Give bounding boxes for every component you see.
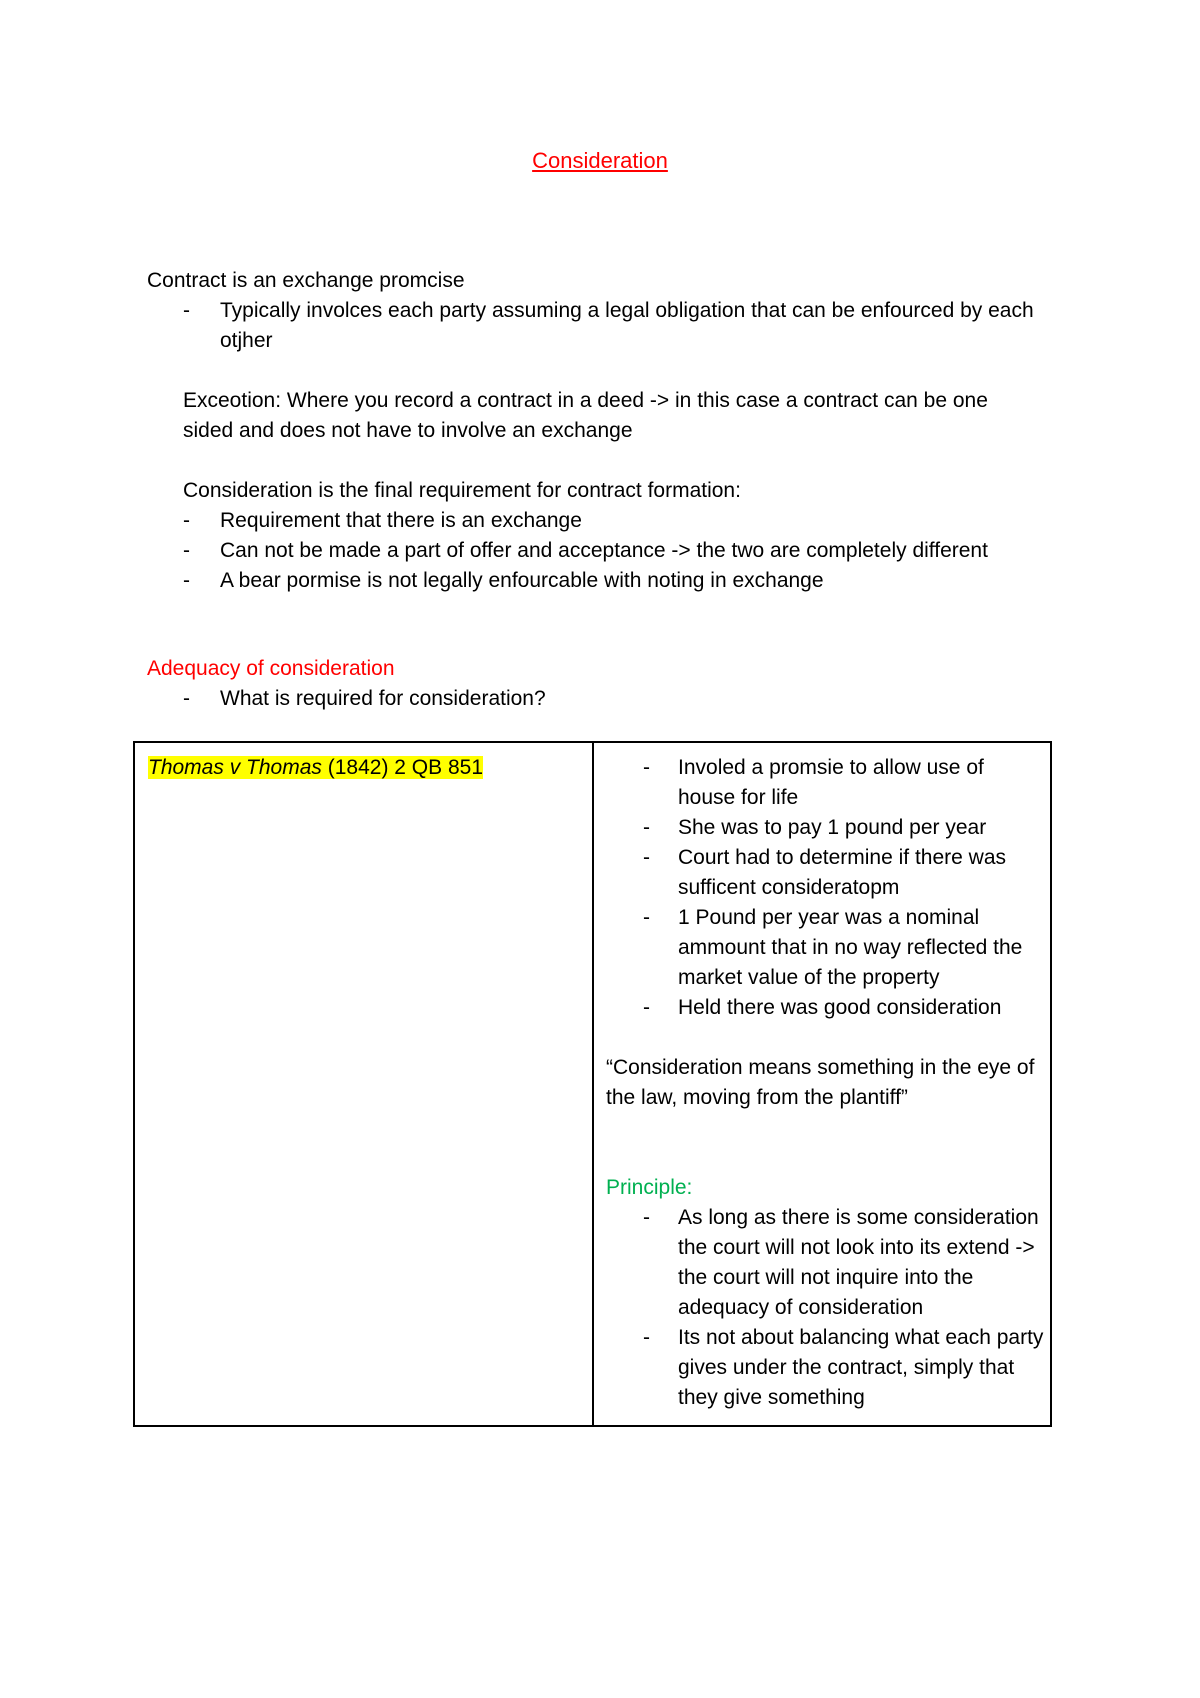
bullet-dash: - <box>643 846 650 869</box>
case-citation-highlight <box>148 756 483 779</box>
table-column-divider <box>592 743 594 1425</box>
list-item <box>183 296 1043 356</box>
list-item <box>606 843 1046 903</box>
list-item <box>606 993 1046 1023</box>
case-notes <box>606 753 1046 1413</box>
list-item <box>183 566 1063 596</box>
list-item <box>183 506 1063 536</box>
bullet-dash: - <box>183 299 190 322</box>
exception-paragraph: Exceotion: Where you record a contract in a deed -> in this case a contract can be one sided and does not have to involve an exchange <box>183 389 988 442</box>
list-item-text: What is required for consideration? <box>220 687 546 710</box>
case-table <box>133 741 1052 1427</box>
list-item-text: Can not be made a part of offer and acceptance -> the two are completely different <box>220 539 988 562</box>
case-citation <box>148 753 483 783</box>
case-name: Thomas v Thomas <box>148 756 322 779</box>
list-item-text: Typically involces each party assuming a legal obligation that can be enfourced by each otjher <box>220 299 1034 352</box>
case-reference: (1842) 2 QB 851 <box>327 756 483 779</box>
page-title: Consideration <box>532 148 668 173</box>
bullet-dash: - <box>643 906 650 929</box>
list-item <box>606 753 1046 813</box>
list-item-text: 1 Pound per year was a nominal ammount that in no way reflected the market value of the property <box>678 906 1023 989</box>
list-item <box>183 536 1063 566</box>
list-item <box>606 813 1046 843</box>
bullet-dash: - <box>643 816 650 839</box>
final-requirement-bullets <box>183 506 1063 596</box>
list-item <box>606 1323 1046 1413</box>
section-heading-adequacy: Adequacy of consideration <box>147 657 395 680</box>
list-item-text: Court had to determine if there was sufficent consideratopm <box>678 846 1007 899</box>
case-quote: “Consideration means something in the eye of the law, moving from the plantiff” <box>606 1056 1035 1109</box>
list-item <box>183 684 1063 714</box>
list-item-text: She was to pay 1 pound per year <box>678 816 987 839</box>
bullet-dash: - <box>183 539 190 562</box>
final-requirement-paragraph: Consideration is the final requirement for contract formation: <box>183 479 741 502</box>
bullet-dash: - <box>183 509 190 532</box>
list-item-text: Held there was good consideration <box>678 996 1002 1019</box>
bullet-dash: - <box>643 756 650 779</box>
bullet-dash: - <box>183 687 190 710</box>
list-item <box>606 1203 1046 1323</box>
intro-bullets <box>183 296 1043 356</box>
list-item-text: Its not about balancing what each party gives under the contract, simply that they give something <box>678 1326 1044 1409</box>
list-item-text: A bear pormise is not legally enfourcable with noting in exchange <box>220 569 824 592</box>
intro-heading: Contract is an exchange promcise <box>147 269 465 292</box>
adequacy-bullets <box>183 684 1063 714</box>
principle-label: Principle: <box>606 1176 693 1199</box>
bullet-dash: - <box>183 569 190 592</box>
bullet-dash: - <box>643 1326 650 1349</box>
list-item-text: As long as there is some consideration the court will not look into its extend -> the court will not inquire into the adequacy of consideration <box>678 1206 1039 1319</box>
list-item-text: Involed a promsie to allow use of house for life <box>678 756 984 809</box>
list-item <box>606 903 1046 993</box>
bullet-dash: - <box>643 996 650 1019</box>
bullet-dash: - <box>643 1206 650 1229</box>
list-item-text: Requirement that there is an exchange <box>220 509 582 532</box>
